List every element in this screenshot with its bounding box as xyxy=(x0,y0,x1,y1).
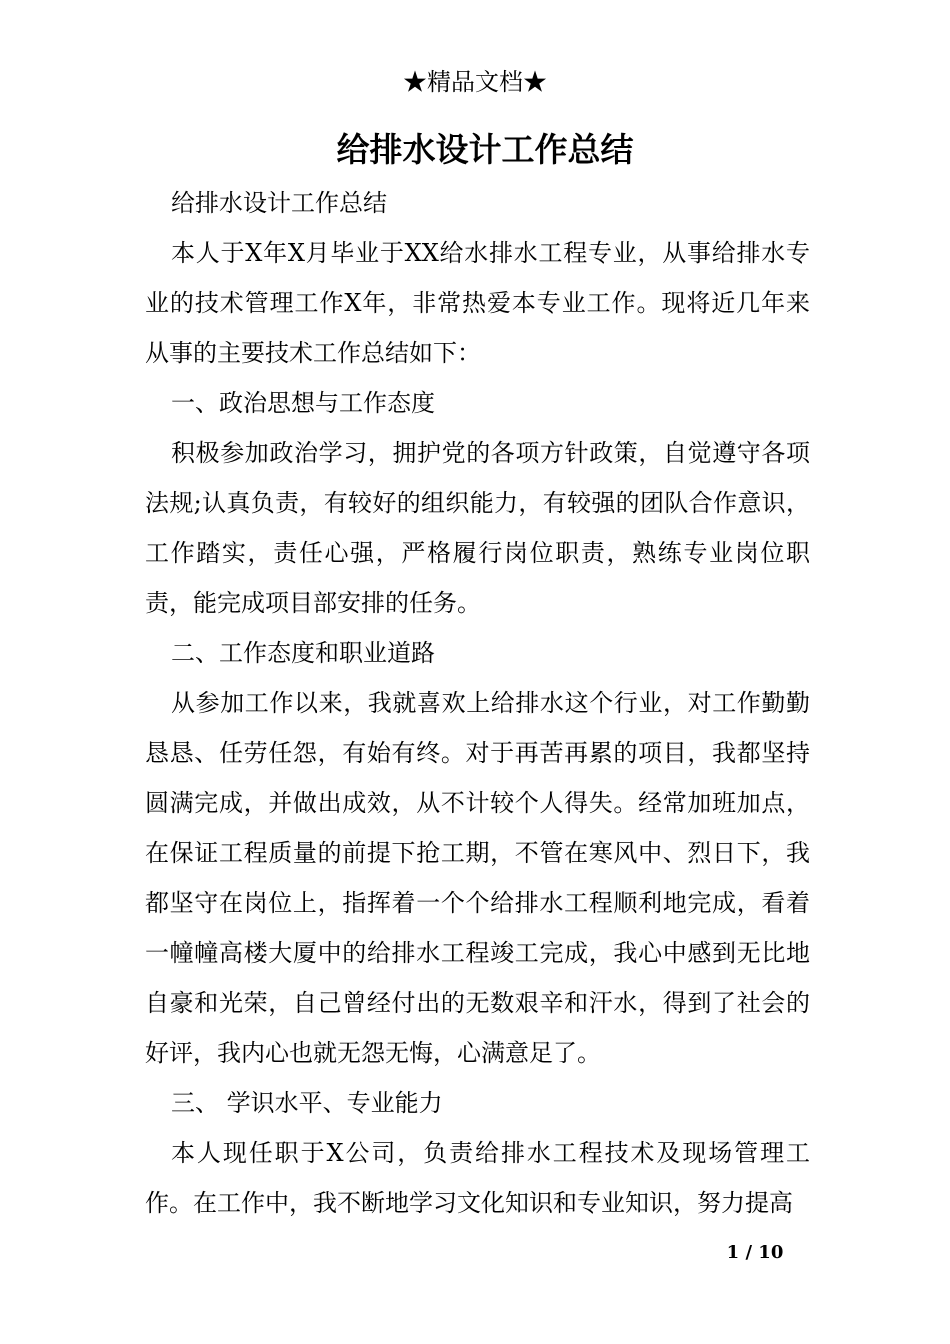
page-header: ★精品文档★ xyxy=(403,68,547,96)
document-body xyxy=(145,178,810,1228)
intro-paragraph: 本人于X年X月毕业于XX给水排水工程专业，从事给排水专业的技术管理工作X年，非常热爱本专业工作。现将近几年来从事的主要技术工作总结如下： xyxy=(145,239,810,367)
section-paragraph-3: 本人现任职于X公司，负责给排水工程技术及现场管理工作。在工作中，我不断地学习文化知识和专业知识，努力提高 xyxy=(145,1139,810,1217)
document-title: 给排水设计工作总结 xyxy=(336,130,634,169)
section-heading-2: 二、工作态度和职业道路 xyxy=(171,639,435,667)
section-heading-3: 三、 学识水平、专业能力 xyxy=(171,1089,443,1117)
section-paragraph-2: 从参加工作以来，我就喜欢上给排水这个行业，对工作勤勤恳恳、任劳任怨，有始有终。对于再苦再累的项目，我都坚持圆满完成，并做出成效，从不计较个人得失。经常加班加点，在保证工程质量的前提下抢工期，不管在寒风中、烈日下，我都坚守在岗位上，指挥着一个个给排水工程顺利地完成，看着一幢幢高楼大厦中的给排水工程竣工完成，我心中感到无比地自豪和光荣，自己曾经付出的无数艰辛和汗水，得到了社会的好评，我内心也就无怨无悔，心满意足了。 xyxy=(145,689,810,1067)
page-number: 1 / 10 xyxy=(726,1242,784,1263)
section-paragraph-1: 积极参加政治学习，拥护党的各项方针政策，自觉遵守各项法规;认真负责，有较好的组织能力，有较强的团队合作意识，工作踏实，责任心强，严格履行岗位职责，熟练专业岗位职责，能完成项目部安排的任务。 xyxy=(145,439,810,617)
section-heading-1: 一、政治思想与工作态度 xyxy=(171,389,435,417)
subtitle-paragraph: 给排水设计工作总结 xyxy=(171,189,387,217)
